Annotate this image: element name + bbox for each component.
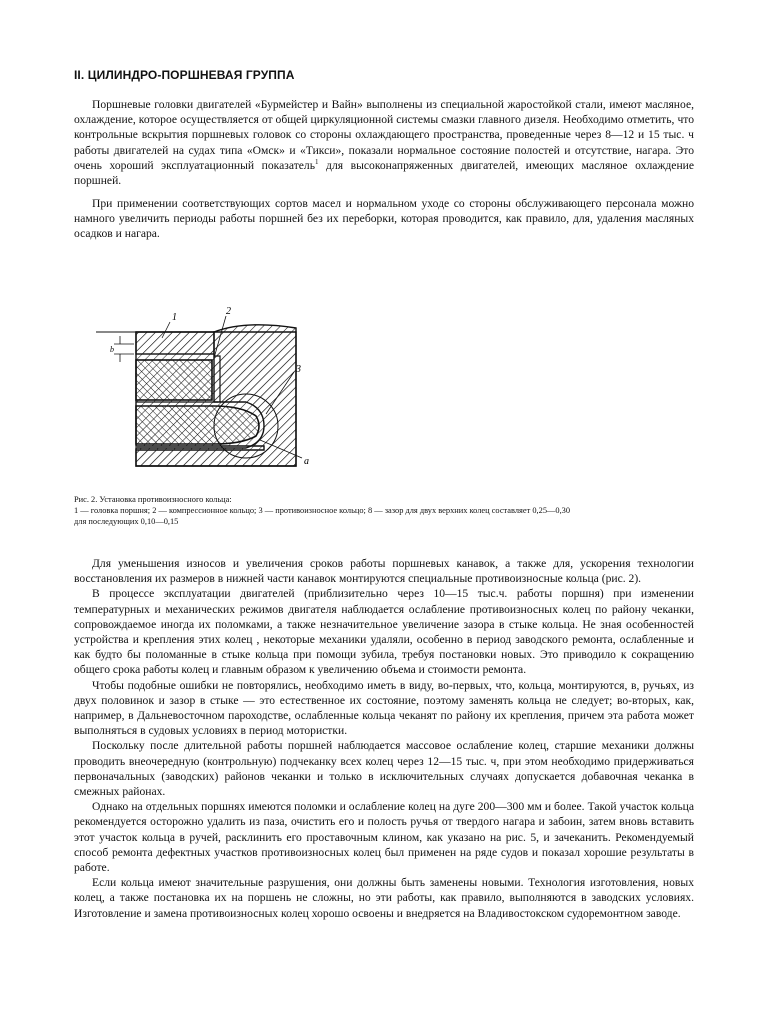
intro-paragraph-2 <box>74 196 694 242</box>
caption-legend: 1 — головка поршня; 2 — компрессионное кольцо; 3 — противоизносное кольцо; 8 — зазор для двух верхних колец составляет 0,25—0,30 <box>74 506 571 515</box>
compression-ring <box>136 360 212 400</box>
body-text <box>74 556 694 921</box>
intro-paragraph-2-text: При применении соответствующих сортов масел и нормальном уходе со стороны обслуживающего персонала можно намного увеличить периоды работы поршней без их переборки, которая проводится, как правило, для, удаления масляных осадков и нагара. <box>74 197 694 241</box>
intro-paragraph-1-text: Поршневые головки двигателей «Бурмейстер и Вайн» выполнены из специальной жаростойкой стали, имеют масляное, охлаждение, которое осуществляется от общей циркуляционной системы смазки главного дизеля. Необходимо отметить, что контрольные вскрытия поршневых головок со стороны охлаждающего пространства, проведенные через 8—12 и 15 тыс. ч работы двигателей на судах типа «Омск» и «Тикси», показали нормальное состояние полостей и отсутствие, нагара. Это очень хороший эксплуатационный показатель <box>74 98 694 172</box>
intro-paragraph-1-tail: для высоконапряженных двигателей, имеющих масляное охлаждение поршней. <box>74 158 694 188</box>
label-3: 3 <box>296 364 301 375</box>
label-a: a <box>304 456 309 467</box>
intro-paragraph-1 <box>74 97 694 188</box>
label-1: 1 <box>172 312 177 323</box>
piston-ring-figure <box>96 298 336 482</box>
figure-caption <box>74 494 704 527</box>
caption-title: Рис. 2. Установка противоизносного кольца: <box>74 495 232 504</box>
body-paragraph-1: Для уменьшения износов и увеличения сроков работы поршневых канавок, а также для, ускорения технологии восстановления их размеров в нижней части канавок монтируются специальные противоизносные кольца (рис. 2). <box>74 557 694 586</box>
section-heading: II. ЦИЛИНДРО-ПОРШНЕВАЯ ГРУППА <box>74 68 295 82</box>
footnote-marker: 1 <box>314 157 319 166</box>
body-paragraph-4: Поскольку после длительной работы поршней наблюдается массовое ослабление колец, старшие механики должны проводить внеочередную (контрольную) подчеканку всех колец через 12—15 тыс. ч, при этом необходимо придерживаться первоначальных (заводских) районов чеканки и только в исключительных случаях допускается добавочная чеканка в смежных районах. <box>74 739 694 799</box>
label-b: b <box>110 345 114 354</box>
caption-legend-cont: для последующих 0,10—0,15 <box>74 517 179 526</box>
body-paragraph-6: Если кольца имеют значительные разрушения, они должны быть заменены новыми. Технология изготовления, новых колец, а также постановка их на поршень не сложны, но эти работы, как правило, выполняются в заводских условиях. Изготовление и замена противоизносных колец хорошо освоены и внедряется на Владивостокском судоремонтном заводе. <box>74 876 694 920</box>
label-2: 2 <box>226 306 231 317</box>
anti-wear-ring <box>136 406 259 444</box>
body-paragraph-3: Чтобы подобные ошибки не повторялись, необходимо иметь в виду, во-первых, что, кольца, монтируются, в, ручьях, из двух половинок и зазор в стыке — это естественное их состояние, поэтому заменять кольца не следует; во-вторых, как, например, в Дальневосточном пароходстве, ослабленные кольца чеканят по району их крепления, причем эта работа может выполняться в судовых условиях в период мотористки. <box>74 678 694 738</box>
body-paragraph-2: В процессе эксплуатации двигателей (приблизительно через 10—15 тыс.ч. работы поршня) при изменении температурных и механических режимов двигателя наблюдается ослабление противоизносных колец по районy чеканки, сопровождаемое иногда их поломками, а также незначительное увеличение зазора в стыке кольца. Не зная особенностей устройства и крепления этих колец , некоторые механики удаляли, особенно в период заводского ремонта, ослабленные и как будто бы поломанные в стыке кольца при помощи зубила, требуя постановки новых. Это приводило к сокращению общего срока работы колец и главным образом к увеличению объема и стоимости ремонта. <box>74 587 694 677</box>
upper-land <box>136 332 214 354</box>
body-paragraph-5: Однако на отдельных поршнях имеются поломки и ослабление колец на дуге 200—300 мм и более. Такой участок кольца рекомендуется осторожно удалить из паза, очистить его и полость ручья от твердого нагара и забоин, затем вновь вставить этот участок кольца в ручей, расклинить его проставочным клином, как указано на рис. 5, и зачеканить. Рекомендуемый способ ремонта дефектных участков противоизносных колец был применен на ряде судов и показал хорошие результаты в работе. <box>74 800 694 875</box>
